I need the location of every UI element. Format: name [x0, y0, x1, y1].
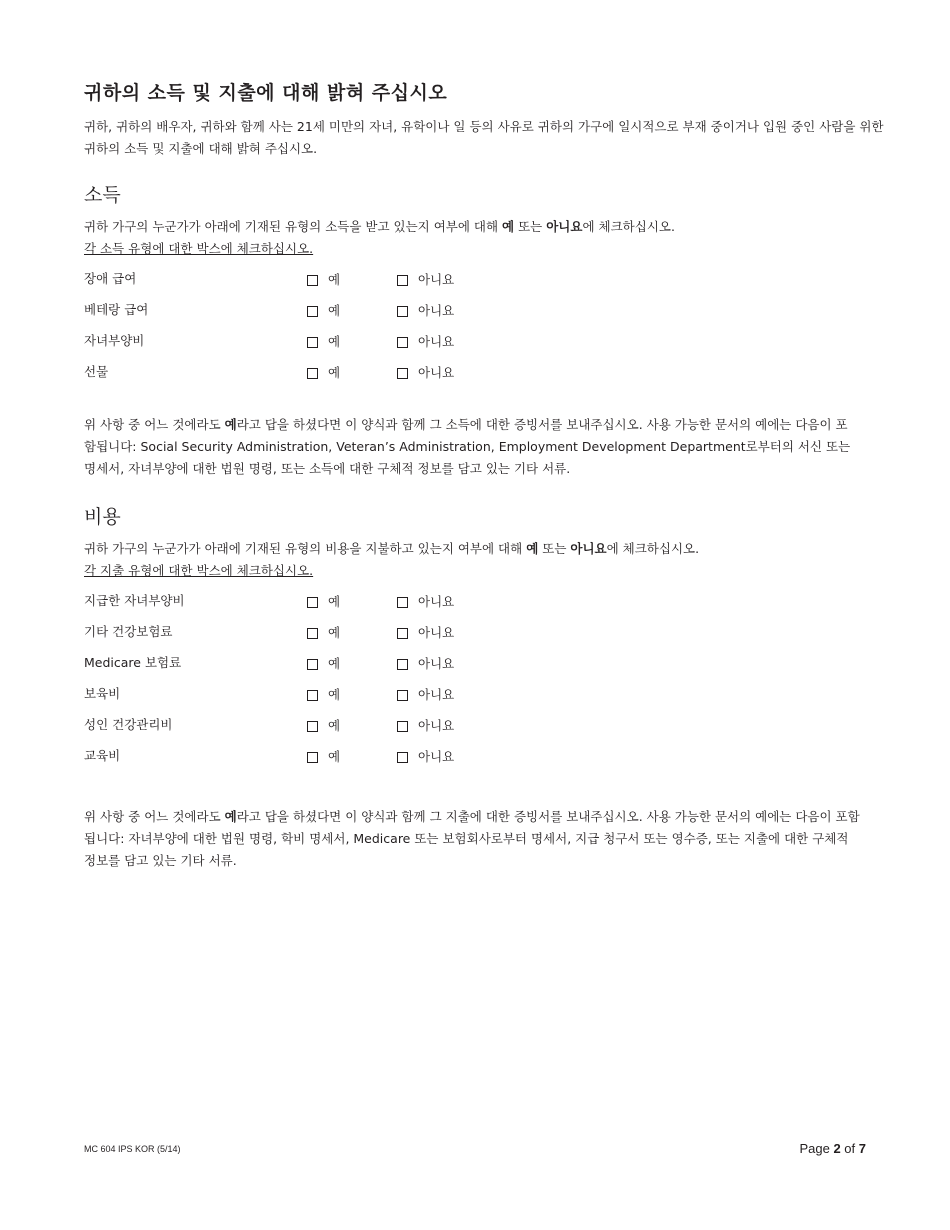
expense-label: 성인 건강관리비 [84, 717, 173, 732]
expense-no-checkbox[interactable] [397, 687, 454, 703]
income-instruction [84, 216, 874, 260]
checkbox-icon[interactable] [307, 752, 318, 763]
expense-yes-checkbox[interactable] [307, 749, 340, 765]
expense-label: Medicare 보험료 [84, 655, 182, 670]
income-label: 자녀부양비 [84, 333, 145, 348]
income-instruction-or: 또는 [514, 219, 547, 234]
expense-instruction-yes: 예 [526, 541, 539, 556]
income-instruction-yes: 예 [502, 219, 515, 234]
expense-instruction-text: 귀하 가구의 누군가가 아래에 기재된 유형의 비용을 지불하고 있는지 여부에 대해 [84, 541, 527, 556]
income-instruction-no: 아니요 [546, 219, 583, 234]
expense-yes-checkbox[interactable] [307, 718, 340, 734]
no-label: 아니요 [418, 594, 455, 609]
income-row-gift [84, 362, 504, 382]
intro-text: 귀하, 귀하의 배우자, 귀하와 함께 사는 21세 미만의 자녀, 유학이나 일 등의 사유로 귀하의 가구에 일시적으로 부재 중이거나 입원 중인 사람을 위한 귀하의 소득 및 지출에 대해 밝혀 주십시오. [84, 119, 884, 156]
expense-yes-checkbox[interactable] [307, 594, 340, 610]
yes-label: 예 [328, 334, 341, 349]
page-word: Page [799, 1141, 834, 1156]
income-row-disability [84, 269, 504, 289]
no-label: 아니요 [418, 718, 455, 733]
yes-label: 예 [328, 303, 341, 318]
yes-label: 예 [328, 272, 341, 287]
checkbox-icon[interactable] [307, 275, 318, 286]
expense-row-health-premium [84, 622, 504, 642]
no-label: 아니요 [418, 303, 455, 318]
page-current: 2 [833, 1141, 841, 1156]
checkbox-icon[interactable] [397, 752, 408, 763]
no-label: 아니요 [418, 749, 455, 764]
checkbox-icon[interactable] [397, 628, 408, 639]
checkbox-icon[interactable] [397, 368, 408, 379]
expense-label: 교육비 [84, 748, 121, 763]
income-label: 장애 급여 [84, 271, 137, 286]
expense-yes-checkbox[interactable] [307, 625, 340, 641]
expense-instruction [84, 538, 874, 582]
income-yes-checkbox[interactable] [307, 272, 340, 288]
checkbox-icon[interactable] [307, 628, 318, 639]
expense-no-checkbox[interactable] [397, 656, 454, 672]
income-note-yes: 예 [224, 417, 237, 432]
income-heading: 소득 [84, 184, 121, 206]
checkbox-icon[interactable] [397, 306, 408, 317]
income-instruction-underlined: 각 소득 유형에 대한 박스에 체크하십시오. [84, 241, 314, 256]
income-no-checkbox[interactable] [397, 272, 454, 288]
yes-label: 예 [328, 625, 341, 640]
income-instruction-text: 귀하 가구의 누군가가 아래에 기재된 유형의 소득을 받고 있는지 여부에 대해 [84, 219, 503, 234]
no-label: 아니요 [418, 365, 455, 380]
checkbox-icon[interactable] [307, 306, 318, 317]
page-number [799, 1141, 866, 1156]
expense-no-checkbox[interactable] [397, 594, 454, 610]
expense-heading: 비용 [84, 506, 121, 528]
expense-yes-checkbox[interactable] [307, 656, 340, 672]
checkbox-icon[interactable] [307, 721, 318, 732]
expense-label: 지급한 자녀부양비 [84, 593, 185, 608]
yes-label: 예 [328, 594, 341, 609]
expense-instruction-no: 아니요 [570, 541, 607, 556]
checkbox-icon[interactable] [397, 659, 408, 670]
expense-label: 기타 건강보험료 [84, 624, 173, 639]
income-no-checkbox[interactable] [397, 303, 454, 319]
checkbox-icon[interactable] [307, 690, 318, 701]
income-row-veteran [84, 300, 504, 320]
expense-instruction-or: 또는 [538, 541, 571, 556]
page-title: 귀하의 소득 및 지출에 대해 밝혀 주십시오 [84, 82, 448, 104]
form-id: MC 604 IPS KOR (5/14) [84, 1144, 181, 1154]
expense-row-adult-care [84, 715, 504, 735]
expense-row-child-support-paid [84, 591, 504, 611]
expense-note-yes: 예 [224, 809, 237, 824]
no-label: 아니요 [418, 334, 455, 349]
checkbox-icon[interactable] [397, 275, 408, 286]
yes-label: 예 [328, 687, 341, 702]
expense-instruction-end: 에 체크하십시오. [606, 541, 700, 556]
income-label: 베테랑 급여 [84, 302, 149, 317]
expense-note [84, 806, 864, 872]
yes-label: 예 [328, 749, 341, 764]
checkbox-icon[interactable] [307, 597, 318, 608]
expense-no-checkbox[interactable] [397, 749, 454, 765]
page-of: of [840, 1141, 859, 1156]
income-no-checkbox[interactable] [397, 334, 454, 350]
expense-no-checkbox[interactable] [397, 718, 454, 734]
expense-row-medicare [84, 653, 504, 673]
expense-note-start: 위 사항 중 어느 것에라도 [84, 809, 225, 824]
income-label: 선물 [84, 364, 109, 379]
income-note-start: 위 사항 중 어느 것에라도 [84, 417, 225, 432]
no-label: 아니요 [418, 687, 455, 702]
expense-note-text: 라고 답을 하셨다면 이 양식과 함께 그 지출에 대한 증빙서를 보내주십시오. 사용 가능한 문서의 예에는 다음이 포함됩니다: 자녀부양에 대한 법원 명령, 학비 명세서, Medicare 또는 보험회사로부터 명세서, 지급 청구서 또는 영수증, 또는 지출에 대한 구체적 정보를 담고 있는 기타 서류. [84, 809, 860, 868]
checkbox-icon[interactable] [397, 337, 408, 348]
income-note [84, 414, 854, 480]
checkbox-icon[interactable] [307, 337, 318, 348]
yes-label: 예 [328, 365, 341, 380]
checkbox-icon[interactable] [307, 659, 318, 670]
yes-label: 예 [328, 718, 341, 733]
expense-row-education [84, 746, 504, 766]
no-label: 아니요 [418, 272, 455, 287]
page-total: 7 [858, 1141, 866, 1156]
checkbox-icon[interactable] [397, 690, 408, 701]
income-yes-checkbox[interactable] [307, 365, 340, 381]
expense-yes-checkbox[interactable] [307, 687, 340, 703]
income-instruction-end: 에 체크하십시오. [582, 219, 675, 234]
expense-row-childcare [84, 684, 504, 704]
no-label: 아니요 [418, 656, 455, 671]
checkbox-icon[interactable] [397, 721, 408, 732]
expense-instruction-underlined: 각 지출 유형에 대한 박스에 체크하십시오. [84, 563, 314, 578]
income-no-checkbox[interactable] [397, 365, 454, 381]
income-note-text: 라고 답을 하셨다면 이 양식과 함께 그 소득에 대한 증빙서를 보내주십시오. 사용 가능한 문서의 예에는 다음이 포함됩니다: Social Security Administration, Veteran’s Administration, Employment Development Department로부터의 서신 또는 명세서, 자녀부양에 대한 법원 명령, 또는 소득에 대한 구체적 정보를 담고 있는 기타 서류. [84, 417, 851, 476]
expense-no-checkbox[interactable] [397, 625, 454, 641]
income-row-child-support [84, 331, 504, 351]
yes-label: 예 [328, 656, 341, 671]
checkbox-icon[interactable] [307, 368, 318, 379]
income-yes-checkbox[interactable] [307, 334, 340, 350]
no-label: 아니요 [418, 625, 455, 640]
income-yes-checkbox[interactable] [307, 303, 340, 319]
expense-label: 보육비 [84, 686, 121, 701]
checkbox-icon[interactable] [397, 597, 408, 608]
